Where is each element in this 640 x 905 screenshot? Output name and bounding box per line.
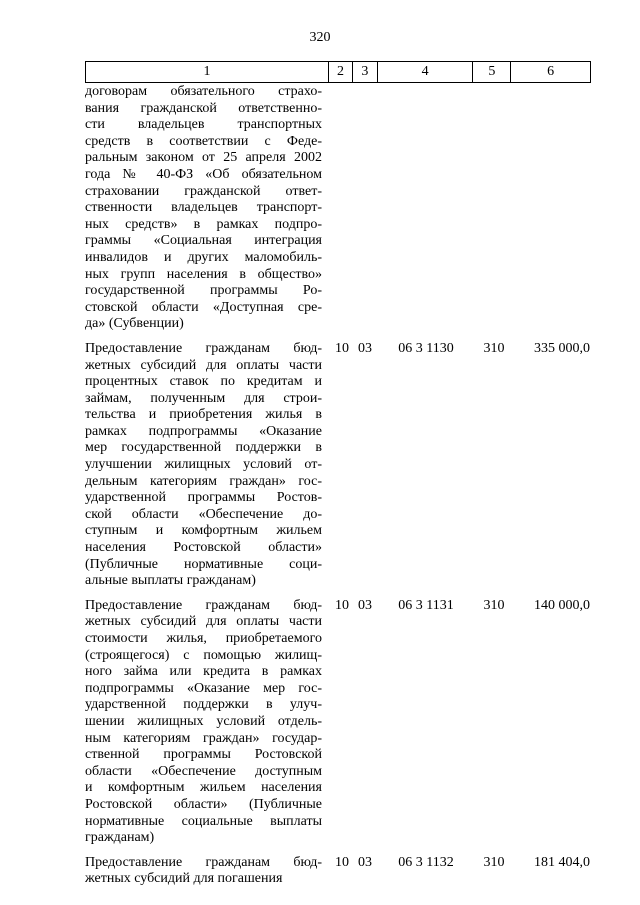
description-line: области «Обеспечение доступным: [85, 763, 322, 779]
description-line: ственной программы Ростовской: [85, 747, 322, 763]
description-line: инвалидов и других маломобиль-: [85, 249, 322, 265]
section-code: 10: [335, 854, 349, 870]
subsection-code: 03: [358, 854, 372, 870]
header-col-5: 5: [473, 62, 511, 82]
description-line: процентных ставок по кредитам и: [85, 374, 322, 390]
expense-type-code: 310: [483, 597, 505, 613]
subsection-code: [353, 84, 377, 333]
row-description: [85, 598, 322, 847]
expense-type-code: 310: [483, 854, 505, 870]
target-article-code: 06 3 1130: [398, 340, 454, 356]
description-line: сти владельцев транспортных: [85, 117, 322, 133]
description-line: ступным и комфортным жильем: [85, 523, 322, 539]
expense-type-code: [475, 84, 513, 333]
section-code: 10: [335, 597, 349, 613]
description-line: граммы «Социальная интеграция: [85, 233, 322, 249]
table-header: [85, 61, 591, 83]
description-line: ных групп населения в общество»: [85, 266, 322, 282]
description-line: дельным категориям граждан» гос-: [85, 473, 322, 489]
amount-value: 140 000,0: [534, 597, 590, 613]
table-body: [85, 84, 591, 888]
target-article-code: 06 3 1132: [398, 854, 454, 870]
row-spacer: [85, 590, 591, 598]
row-description: [85, 84, 322, 333]
target-article-code: [377, 84, 475, 333]
description-line: рамках подпрограммы «Оказание: [85, 423, 322, 439]
description-line: нормативные социальные выплаты: [85, 813, 322, 829]
subsection-code: 03: [358, 340, 372, 356]
header-col-4: 4: [378, 62, 474, 82]
target-article-code: 06 3 1131: [398, 597, 454, 613]
header-col-3: 3: [353, 62, 378, 82]
description-line: улучшении жилищных условий от-: [85, 457, 322, 473]
table-row: [85, 84, 591, 333]
section-code: 10: [335, 340, 349, 356]
description-line: Предоставление гражданам бюд-: [85, 854, 322, 870]
subsection-code: 03: [358, 597, 372, 613]
description-line: ской области «Обеспечение до-: [85, 506, 322, 522]
amount-value: [513, 84, 590, 333]
description-line: ударственной поддержки в улуч-: [85, 697, 322, 713]
description-line: средств в соответствии с Феде-: [85, 133, 322, 149]
row-spacer: [85, 847, 591, 855]
description-line: вания гражданской ответственно-: [85, 100, 322, 116]
description-line: (Публичные нормативные соци-: [85, 556, 322, 572]
description-line: (строящегося) с помощью жилищ-: [85, 647, 322, 663]
description-line: Предоставление гражданам бюд-: [85, 340, 322, 356]
amount-value: 335 000,0: [534, 340, 590, 356]
expense-type-code: 310: [483, 340, 505, 356]
description-line: года № 40-ФЗ «Об обязательном: [85, 166, 322, 182]
description-line: стоимости жилья, приобретаемого: [85, 631, 322, 646]
header-col-1: 1: [86, 62, 329, 82]
description-line: страховании гражданской ответ-: [85, 183, 322, 199]
amount-value: 181 404,0: [534, 854, 590, 870]
header-col-2: 2: [329, 62, 353, 82]
description-line: мер государственной поддержки в: [85, 440, 322, 456]
description-line: жетных субсидий для оплаты части: [85, 357, 322, 373]
description-line: ственности владельцев транспорт-: [85, 200, 322, 216]
description-line: государственной программы Ро-: [85, 283, 322, 299]
description-line: ным категориям граждан» государ-: [85, 730, 322, 746]
description-line: Ростовской области» (Публичные: [85, 796, 322, 812]
description-line: Предоставление гражданам бюд-: [85, 597, 322, 613]
description-line: жетных субсидий для погашения: [85, 871, 283, 887]
description-line: подпрограммы «Оказание мер гос-: [85, 680, 322, 696]
row-description: [85, 341, 322, 590]
description-line: тельства и приобретения жилья в: [85, 407, 322, 423]
table-row: [85, 598, 591, 847]
row-description: [85, 855, 322, 888]
description-line: и комфортным жильем населения: [85, 780, 322, 796]
description-line: стовской области «Доступная сре-: [85, 299, 322, 315]
table-row: [85, 341, 591, 590]
description-line: да» (Субвенции): [85, 316, 184, 332]
description-line: шении жилищных условий отдель-: [85, 713, 322, 729]
description-line: гражданам): [85, 830, 155, 846]
description-line: жетных субсидий для оплаты части: [85, 614, 322, 630]
description-line: займам, полученным для строи-: [85, 390, 322, 406]
table-row: [85, 855, 591, 888]
description-line: ударственной программы Ростов-: [85, 490, 322, 506]
header-col-6: 6: [547, 64, 555, 79]
description-line: договорам обязательного страхо-: [85, 84, 322, 99]
description-line: ных средств» в рамках подпро-: [85, 216, 322, 232]
page-number: 320: [309, 30, 331, 45]
section-code: [331, 84, 353, 333]
description-line: ральным законом от 25 апреля 2002: [85, 150, 322, 166]
description-line: ного займа или кредита в рамках: [85, 664, 322, 680]
row-spacer: [85, 333, 591, 341]
description-line: населения Ростовской области»: [85, 540, 322, 556]
description-line: альные выплаты гражданам): [85, 573, 256, 589]
